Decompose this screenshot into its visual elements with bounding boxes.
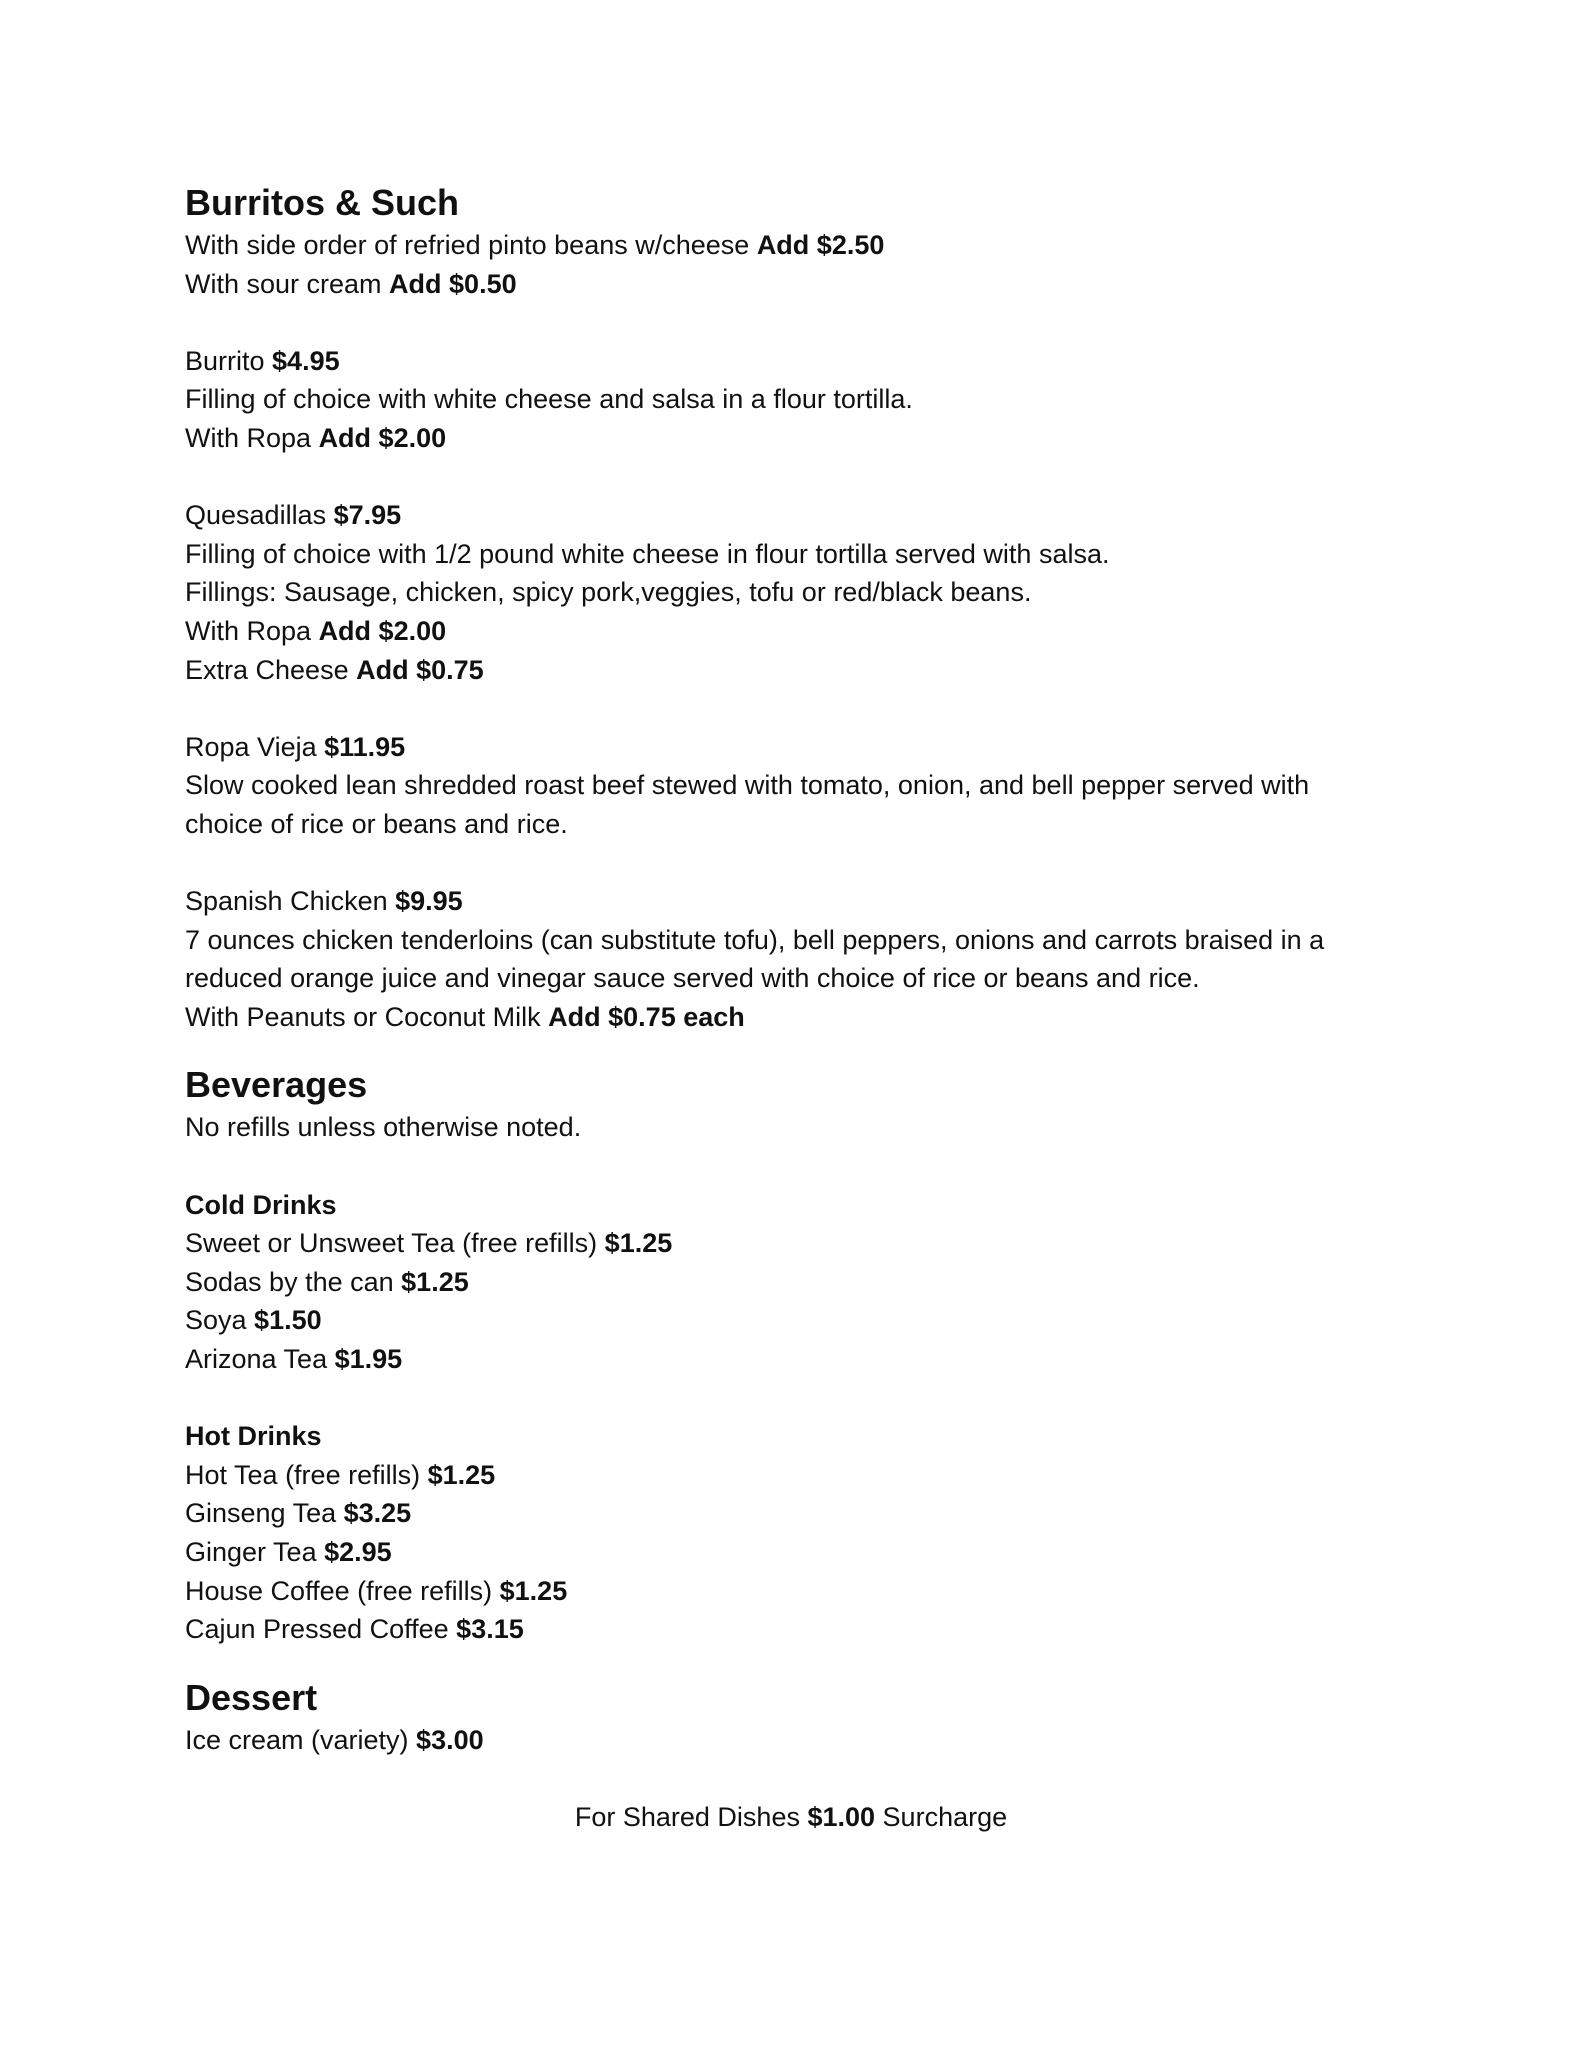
- item-name: Quesadillas: [185, 500, 334, 531]
- item-name: Sodas by the can: [185, 1266, 402, 1297]
- ropa-vieja-description-line2: choice of rice or beans and rice.: [185, 808, 568, 839]
- item-name: Burrito: [185, 345, 273, 376]
- spanish-chicken-item: [185, 882, 1445, 921]
- list-item: [185, 1224, 1445, 1263]
- item-price: $1.25: [401, 1266, 469, 1297]
- item-name: House Coffee (free refills): [185, 1575, 500, 1606]
- list-item: [185, 1721, 1445, 1760]
- quesadillas-addon-cheese: [185, 651, 1445, 690]
- burrito-item: [185, 342, 1445, 381]
- subheading-cold-drinks: Cold Drinks: [185, 1189, 337, 1220]
- sour-cream-note: [185, 265, 1445, 304]
- item-name: Ropa Vieja: [185, 731, 325, 762]
- footer-price: $1.00: [807, 1802, 876, 1832]
- item-price: $3.00: [416, 1724, 484, 1755]
- item-price: $2.95: [324, 1537, 392, 1567]
- quesadillas-fillings: Fillings: Sausage, chicken, spicy pork,veggies, tofu or red/black beans.: [185, 577, 1032, 608]
- note-text: With side order of refried pinto beans w/cheese: [185, 230, 757, 260]
- item-price: $1.25: [427, 1459, 496, 1490]
- burrito-description: Filling of choice with white cheese and salsa in a flour tortilla.: [185, 384, 913, 415]
- subheading-hot-drinks: Hot Drinks: [185, 1421, 322, 1452]
- note-price: Add $0.50: [389, 268, 517, 299]
- footer-prefix: For Shared Dishes: [574, 1802, 808, 1832]
- addon-price: Add $0.75 each: [548, 1001, 745, 1032]
- item-price: $9.95: [395, 886, 463, 917]
- item-name: Sweet or Unsweet Tea (free refills): [185, 1228, 605, 1259]
- quesadillas-addon-ropa: [185, 612, 1445, 651]
- item-price: $1.50: [254, 1305, 322, 1336]
- quesadillas-item: [185, 496, 1445, 535]
- section-heading-dessert: Dessert: [185, 1676, 318, 1718]
- section-heading-burritos: Burritos & Such: [185, 182, 460, 223]
- list-item: [185, 1533, 1445, 1572]
- list-item: [185, 1340, 1445, 1379]
- list-item: [185, 1301, 1445, 1340]
- spanish-chicken-description-line1: 7 ounces chicken tenderloins (can substitute tofu), bell peppers, onions and carrots braised in a: [185, 924, 1325, 955]
- side-order-note: [185, 226, 1445, 265]
- list-item: [185, 1263, 1445, 1302]
- footer-suffix: Surcharge: [875, 1802, 1008, 1832]
- menu-page: [185, 180, 1445, 1759]
- note-text: With sour cream: [185, 268, 390, 299]
- section-heading-beverages: Beverages: [185, 1064, 368, 1106]
- item-price: $3.25: [343, 1498, 412, 1529]
- ropa-vieja-description-line1: Slow cooked lean shredded roast beef stewed with tomato, onion, and bell pepper served with: [185, 770, 1310, 801]
- beverages-note: No refills unless otherwise noted.: [185, 1112, 582, 1143]
- list-item: [185, 1456, 1445, 1495]
- addon-text: With Ropa: [185, 422, 319, 453]
- item-name: Hot Tea (free refills): [185, 1459, 428, 1490]
- addon-text: With Ropa: [185, 615, 319, 646]
- item-price: $11.95: [324, 731, 406, 762]
- addon-text: Extra Cheese: [185, 654, 357, 685]
- list-item: [185, 1572, 1445, 1611]
- note-price: Add $2.50: [756, 230, 885, 260]
- spanish-chicken-description-line2: reduced orange juice and vinegar sauce served with choice of rice or beans and rice.: [185, 963, 1200, 994]
- addon-price: Add $0.75: [356, 654, 484, 685]
- spanish-chicken-addon: [185, 998, 1445, 1037]
- item-price: $1.95: [334, 1344, 403, 1375]
- item-name: Soya: [185, 1305, 255, 1336]
- item-price: $4.95: [272, 345, 340, 376]
- quesadillas-description: Filling of choice with 1/2 pound white cheese in flour tortilla served with salsa.: [185, 538, 1110, 569]
- item-name: Spanish Chicken: [185, 886, 396, 917]
- burrito-addon: [185, 419, 1445, 458]
- shared-dishes-surcharge: [0, 1798, 1582, 1837]
- ropa-vieja-item: [185, 728, 1445, 767]
- item-price: $1.25: [604, 1228, 673, 1259]
- list-item: [185, 1610, 1445, 1649]
- addon-price: Add $2.00: [318, 615, 447, 646]
- list-item: [185, 1494, 1445, 1533]
- addon-text: With Peanuts or Coconut Milk: [185, 1001, 549, 1032]
- item-price: $1.25: [499, 1575, 568, 1606]
- item-name: Ginseng Tea: [185, 1498, 344, 1529]
- addon-price: Add $2.00: [318, 422, 447, 453]
- item-name: Arizona Tea: [185, 1344, 335, 1375]
- item-name: Ice cream (variety): [185, 1724, 417, 1755]
- item-name: Ginger Tea: [185, 1537, 325, 1567]
- item-price: $7.95: [333, 500, 402, 531]
- item-price: $3.15: [456, 1614, 524, 1645]
- item-name: Cajun Pressed Coffee: [185, 1614, 457, 1645]
